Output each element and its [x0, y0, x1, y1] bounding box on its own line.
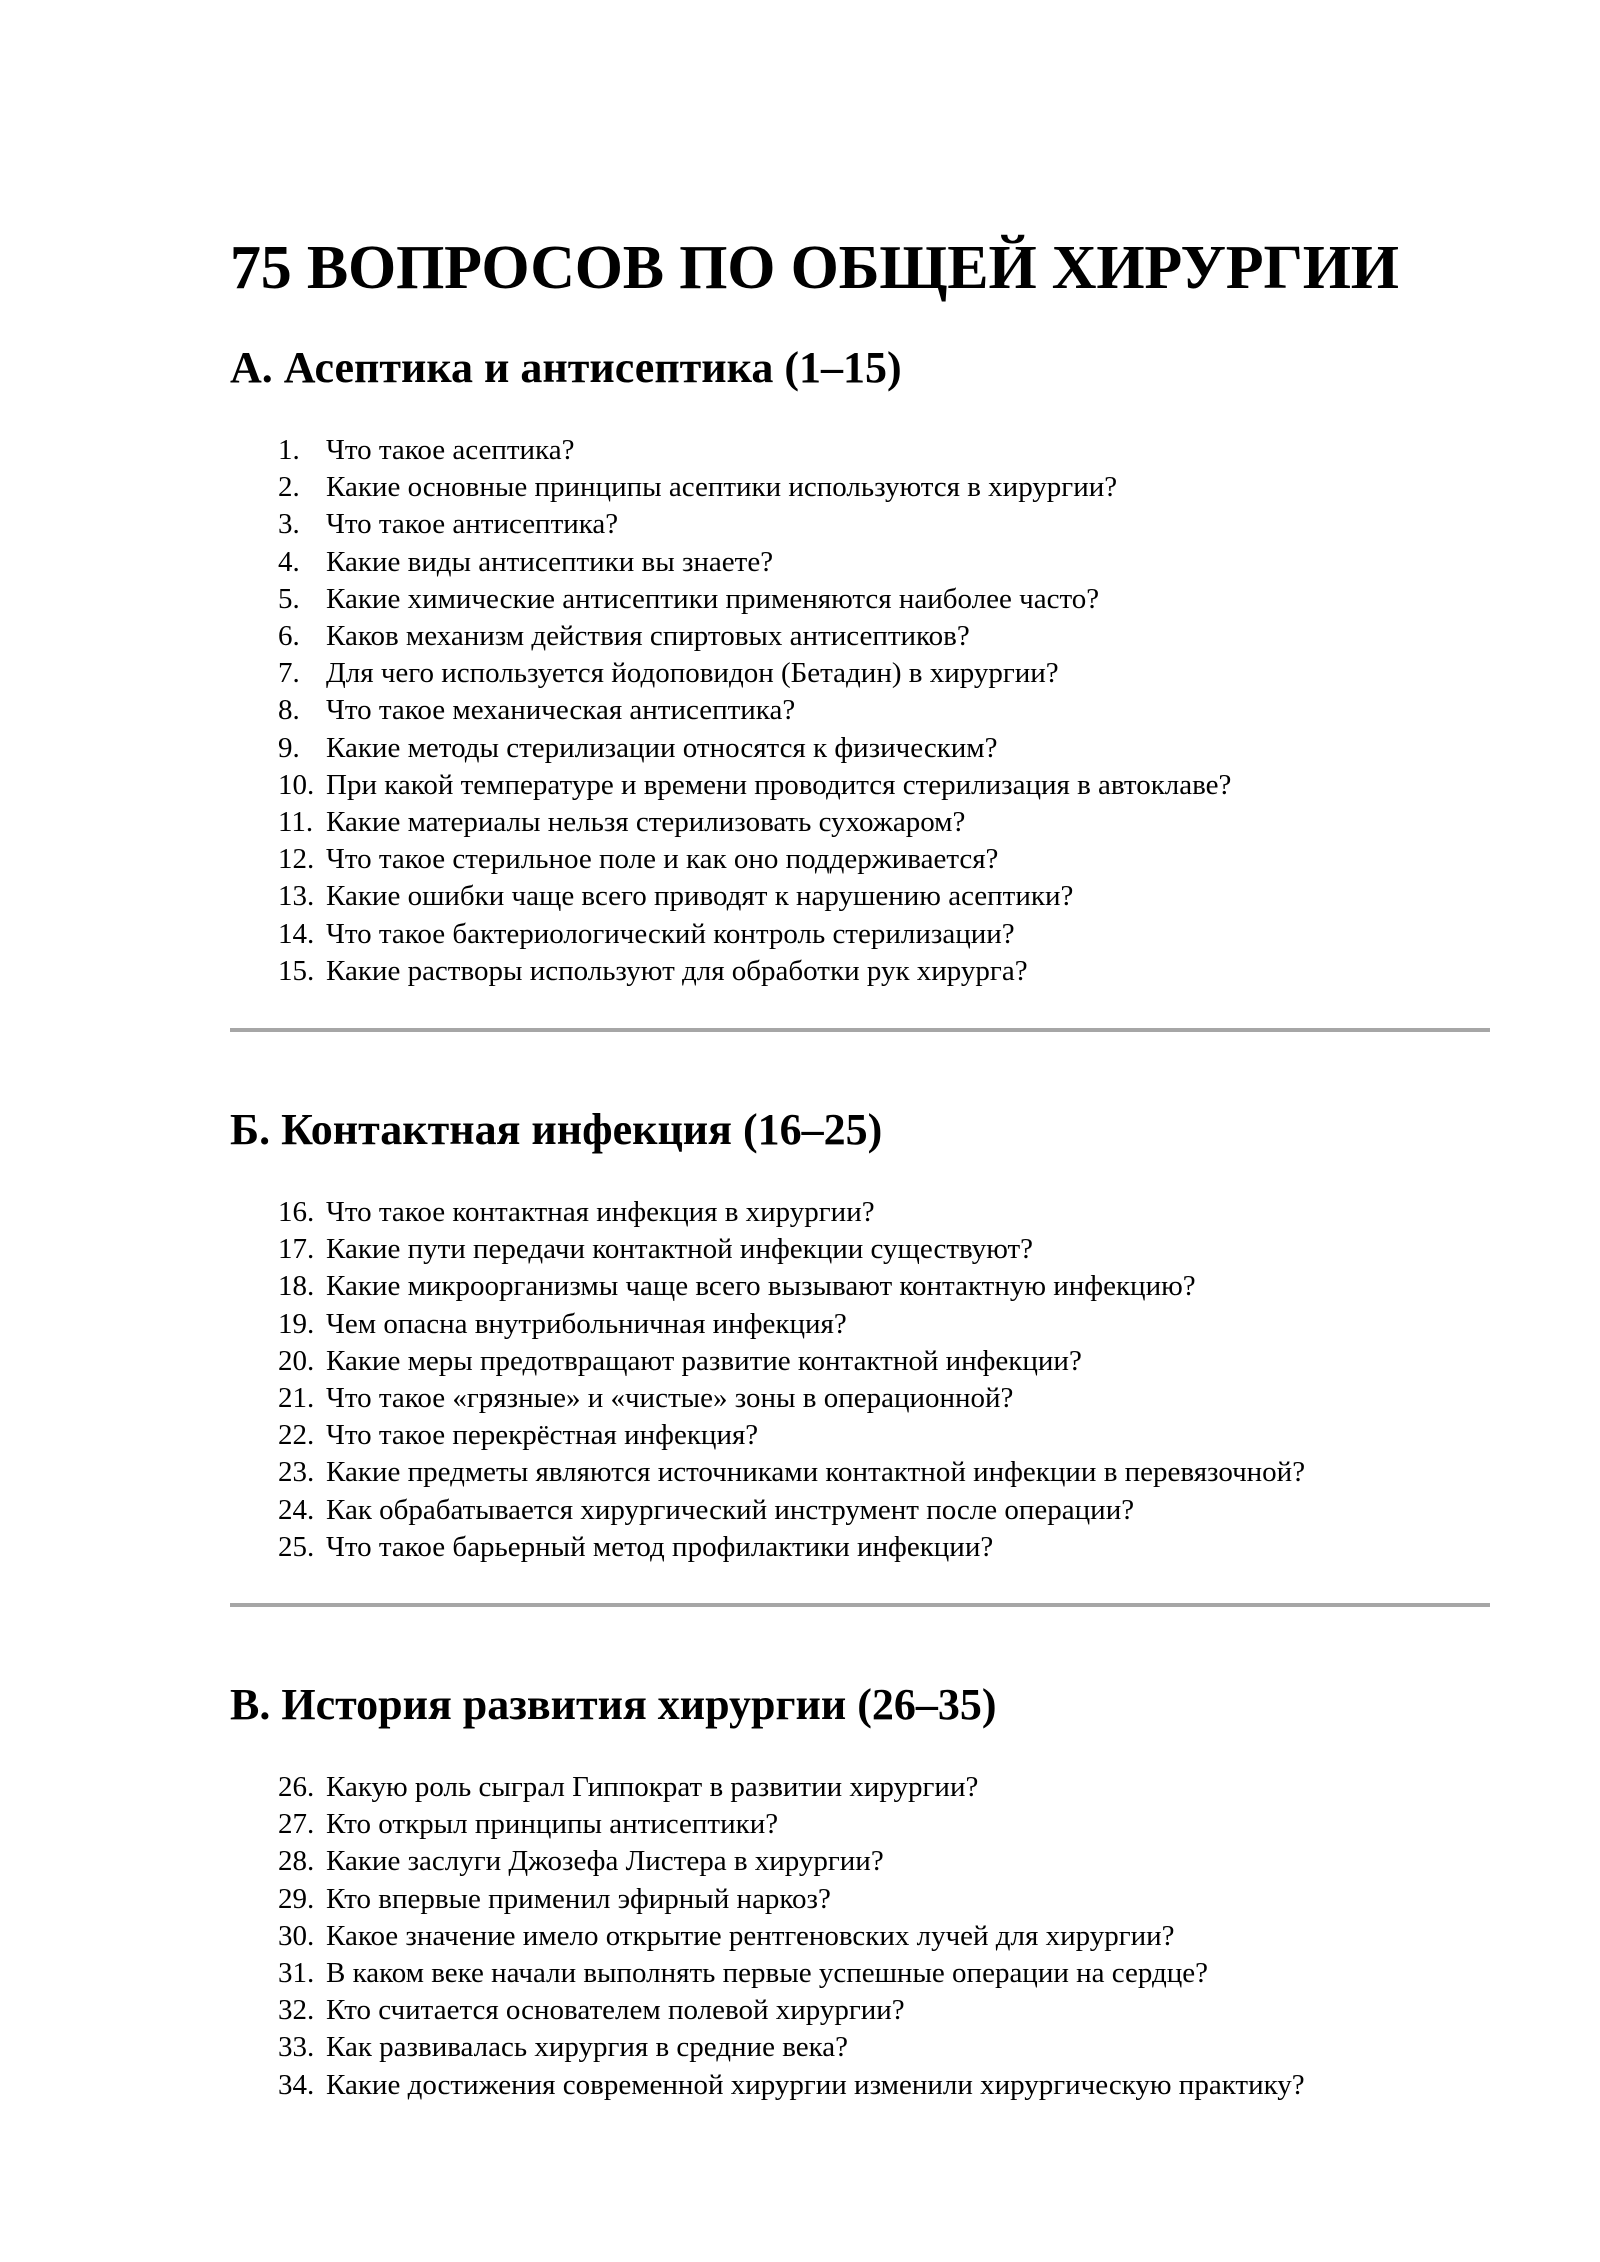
section-heading: Б. Контактная инфекция (16–25): [230, 1105, 883, 1154]
question-number: 24.: [278, 1493, 315, 1526]
question-number: 15.: [278, 954, 315, 987]
question-number: 11.: [278, 806, 314, 839]
question-item: [278, 878, 1231, 915]
question-number: 6.: [278, 620, 300, 653]
question-number: 27.: [278, 1808, 315, 1841]
question-number: 13.: [278, 880, 315, 913]
question-item: [278, 1231, 1305, 1268]
question-item: [278, 1492, 1305, 1529]
question-item: [278, 1529, 1305, 1566]
question-number: 12.: [278, 843, 315, 876]
question-number: 26.: [278, 1771, 315, 1803]
question-number: 29.: [278, 1882, 315, 1915]
question-text: Что такое «грязные» и «чистые» зоны в операционной?: [326, 1382, 1014, 1415]
question-number: 1.: [278, 434, 300, 466]
question-item: [278, 1955, 1305, 1992]
question-text: Какие основные принципы асептики используются в хирургии?: [326, 471, 1118, 504]
question-text: Что такое бактериологический контроль стерилизации?: [326, 917, 1015, 950]
question-number: 25.: [278, 1530, 315, 1563]
question-number: 28.: [278, 1845, 315, 1878]
question-number: 7.: [278, 657, 300, 690]
question-number: 10.: [278, 768, 315, 801]
question-text: Какие материалы нельзя стерилизовать сухожаром?: [326, 806, 966, 839]
question-text: Что такое асептика?: [326, 434, 575, 466]
question-item: [278, 692, 1231, 729]
question-number: 32.: [278, 1994, 315, 2027]
question-text: Что такое стерильное поле и как оно поддерживается?: [326, 843, 999, 876]
question-list: [278, 1769, 1305, 2104]
question-text: Какие пути передачи контактной инфекции существуют?: [326, 1233, 1034, 1266]
question-number: 19.: [278, 1307, 315, 1340]
question-item: [278, 1881, 1305, 1918]
section-heading: В. История развития хирургии (26–35): [230, 1680, 997, 1729]
question-item: [278, 1769, 1305, 1806]
question-item: [278, 841, 1231, 878]
question-item: [278, 581, 1231, 618]
question-number: 30.: [278, 1919, 315, 1952]
section-contact-infection: [230, 1100, 1490, 1563]
question-text: Что такое перекрёстная инфекция?: [326, 1419, 759, 1452]
question-number: 8.: [278, 694, 300, 727]
document-title: 75 ВОПРОСОВ ПО ОБЩЕЙ ХИРУРГИИ: [230, 234, 1399, 302]
section-asepsis: [230, 338, 1490, 987]
question-item: [278, 469, 1231, 506]
question-number: 14.: [278, 917, 315, 950]
question-text: Что такое механическая антисептика?: [326, 694, 796, 727]
question-number: 2.: [278, 471, 300, 504]
question-number: 9.: [278, 731, 300, 764]
question-number: 22.: [278, 1419, 315, 1452]
section-history: [230, 1675, 1490, 2101]
question-text: Какую роль сыграл Гиппократ в развитии хирургии?: [326, 1771, 979, 1803]
question-text: Какие предметы являются источниками контактной инфекции в перевязочной?: [326, 1456, 1306, 1489]
question-item: [278, 655, 1231, 692]
question-text: Какие достижения современной хирургии изменили хирургическую практику?: [326, 2068, 1305, 2101]
question-item: [278, 1843, 1305, 1880]
question-text: Какие заслуги Джозефа Листера в хирургии?: [326, 1845, 884, 1878]
question-item: [278, 730, 1231, 767]
question-number: 31.: [278, 1957, 315, 1990]
question-number: 4.: [278, 545, 300, 578]
question-number: 5.: [278, 582, 300, 615]
section-heading: А. Асептика и антисептика (1–15): [230, 343, 902, 392]
question-text: Какие ошибки чаще всего приводят к нарушению асептики?: [326, 880, 1074, 913]
section-divider: [230, 1028, 1490, 1032]
question-number: 20.: [278, 1344, 315, 1377]
question-text: Что такое барьерный метод профилактики инфекции?: [326, 1530, 994, 1563]
question-text: Какие микроорганизмы чаще всего вызывают контактную инфекцию?: [326, 1270, 1196, 1303]
question-number: 34.: [278, 2068, 315, 2101]
question-text: Как обрабатывается хирургический инструмент после операции?: [326, 1493, 1135, 1526]
question-item: [278, 1306, 1305, 1343]
question-text: Какие растворы используют для обработки рук хирурга?: [326, 954, 1028, 987]
question-number: 17.: [278, 1233, 315, 1266]
question-text: Кто впервые применил эфирный наркоз?: [326, 1882, 831, 1915]
question-item: [278, 506, 1231, 543]
question-number: 3.: [278, 508, 300, 541]
question-item: [278, 2067, 1305, 2104]
question-item: [278, 767, 1231, 804]
question-item: [278, 953, 1231, 990]
question-text: Как развивалась хирургия в средние века?: [326, 2031, 848, 2064]
question-item: [278, 1417, 1305, 1454]
question-item: [278, 1918, 1305, 1955]
question-number: 23.: [278, 1456, 315, 1489]
question-item: [278, 2029, 1305, 2066]
question-item: [278, 1454, 1305, 1491]
question-text: Каков механизм действия спиртовых антисептиков?: [326, 620, 970, 653]
question-item: [278, 1380, 1305, 1417]
question-number: 18.: [278, 1270, 315, 1303]
question-text: Какие меры предотвращают развитие контактной инфекции?: [326, 1344, 1082, 1377]
question-text: Какие химические антисептики применяются наиболее часто?: [326, 582, 1100, 615]
question-item: [278, 1194, 1305, 1231]
question-text: Для чего используется йодоповидон (Бетадин) в хирургии?: [326, 657, 1059, 690]
question-number: 33.: [278, 2031, 315, 2064]
question-item: [278, 916, 1231, 953]
question-text: Какие методы стерилизации относятся к физическим?: [326, 731, 998, 764]
question-list: [278, 1194, 1305, 1566]
question-item: [278, 804, 1231, 841]
question-item: [278, 1268, 1305, 1305]
question-list: [278, 432, 1231, 990]
section-divider: [230, 1603, 1490, 1607]
question-text: Какое значение имело открытие рентгеновских лучей для хирургии?: [326, 1919, 1175, 1952]
question-item: [278, 1343, 1305, 1380]
question-text: При какой температуре и времени проводится стерилизация в автоклаве?: [326, 768, 1232, 801]
question-text: Что такое контактная инфекция в хирургии?: [326, 1196, 875, 1228]
question-text: Чем опасна внутрибольничная инфекция?: [326, 1307, 847, 1340]
question-item: [278, 1806, 1305, 1843]
question-item: [278, 1992, 1305, 2029]
question-text: Кто открыл принципы антисептики?: [326, 1808, 779, 1841]
question-number: 16.: [278, 1196, 315, 1228]
question-text: Кто считается основателем полевой хирургии?: [326, 1994, 905, 2027]
question-item: [278, 544, 1231, 581]
question-item: [278, 618, 1231, 655]
question-text: Какие виды антисептики вы знаете?: [326, 545, 774, 578]
question-item: [278, 432, 1231, 469]
question-number: 21.: [278, 1382, 315, 1415]
question-text: В каком веке начали выполнять первые успешные операции на сердце?: [326, 1957, 1208, 1990]
question-text: Что такое антисептика?: [326, 508, 619, 541]
